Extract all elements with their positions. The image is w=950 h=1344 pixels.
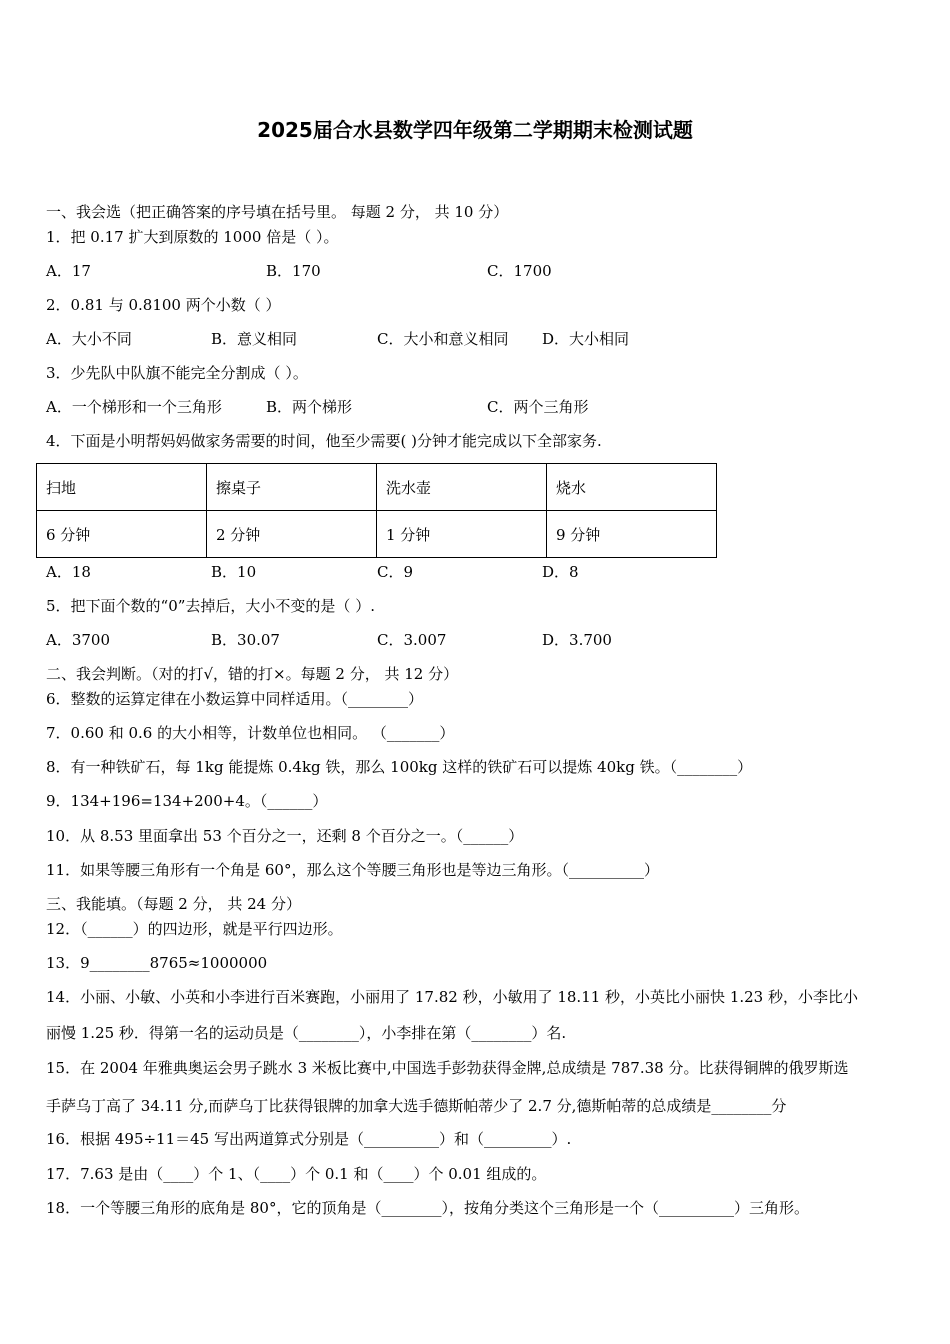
q4-option-d: D．8 [542,563,579,581]
question-14-line-2: 丽慢 1.25 秒．得第一名的运动员是（________），小李排在第（________）名. [46,1024,567,1042]
q4-option-b: B．10 [211,563,257,581]
q5-option-b: B．30.07 [211,631,280,649]
section1-heading: 一、我会选（把正确答案的序号填在括号里。 每题 2 分， 共 10 分） [46,203,509,221]
question-6: 6．整数的运算定律在小数运算中同样适用。（________） [46,690,424,708]
question-4: 4．下面是小明帮妈妈做家务需要的时间，他至少需要( )分钟才能完成以下全部家务. [46,432,602,450]
table-cell: 1 分钟 [377,511,547,558]
q2-option-a: A．大小不同 [46,330,132,348]
question-16: 16．根据 495÷11＝45 写出两道算式分别是（__________）和（_________）. [46,1130,572,1148]
table-header-cell: 烧水 [547,464,717,511]
question-7: 7．0.60 和 0.6 的大小相等，计数单位也相同。 （_______） [46,724,455,742]
question-5: 5．把下面个数的“0”去掉后，大小不变的是（ ）. [46,597,375,615]
question-14-line-1: 14．小丽、小敏、小英和小李进行百米赛跑，小丽用了 17.82 秒，小敏用了 18.11 秒，小英比小丽快 1.23 秒，小李比小 [46,988,858,1006]
q1-option-b: B．170 [266,262,321,280]
question-11: 11．如果等腰三角形有一个角是 60°，那么这个等腰三角形也是等边三角形。（__________） [46,861,659,879]
q1-option-c: C．1700 [487,262,552,280]
question-8: 8．有一种铁矿石，每 1kg 能提炼 0.4kg 铁，那么 100kg 这样的铁矿石可以提炼 40kg 铁。（________） [46,758,753,776]
question-12: 12．（______）的四边形，就是平行四边形。 [46,920,343,938]
chores-table [36,463,717,558]
q5-option-a: A．3700 [46,631,111,649]
page-title: 2025届合水县数学四年级第二学期期末检测试题 [257,118,693,142]
question-13: 13．9________8765≈1000000 [46,954,268,972]
table-row [37,511,717,558]
q3-option-b: B．两个梯形 [266,398,353,416]
q2-option-b: B．意义相同 [211,330,298,348]
section3-heading: 三、我能填。（每题 2 分， 共 24 分） [46,895,301,913]
q2-option-c: C．大小和意义相同 [377,330,509,348]
question-15-line-1: 15．在 2004 年雅典奥运会男子跳水 3 米板比赛中,中国选手彭勃获得金牌,总成绩是 787.38 分。比获得铜牌的俄罗斯选 [46,1059,849,1077]
q2-option-d: D．大小相同 [542,330,630,348]
table-header-cell: 洗水壶 [377,464,547,511]
q3-option-c: C．两个三角形 [487,398,589,416]
question-15-line-2: 手萨乌丁高了 34.11 分,而萨乌丁比获得银牌的加拿大选手德斯帕蒂少了 2.7 分,德斯帕蒂的总成绩是________分 [46,1097,787,1115]
q4-option-a: A．18 [46,563,91,581]
q4-option-c: C．9 [377,563,414,581]
table-cell: 9 分钟 [547,511,717,558]
q1-option-a: A．17 [46,262,91,280]
q3-option-a: A．一个梯形和一个三角形 [46,398,222,416]
question-3: 3．少先队中队旗不能完全分割成（ ）。 [46,364,308,382]
table-cell: 2 分钟 [207,511,377,558]
q5-option-c: C．3.007 [377,631,447,649]
q5-option-d: D．3.700 [542,631,612,649]
table-cell: 6 分钟 [37,511,207,558]
section2-heading: 二、我会判断。（对的打√，错的打×。每题 2 分， 共 12 分） [46,665,459,683]
question-17: 17．7.63 是由（____）个 1、（____）个 0.1 和（____）个 0.01 组成的。 [46,1165,547,1183]
question-1: 1．把 0.17 扩大到原数的 1000 倍是（ ）。 [46,228,339,246]
question-10: 10．从 8.53 里面拿出 53 个百分之一，还剩 8 个百分之一。（______） [46,827,524,845]
table-header-cell: 扫地 [37,464,207,511]
question-9: 9．134+196=134+200+4。（______） [46,792,328,810]
question-2: 2．0.81 与 0.8100 两个小数（ ） [46,296,281,314]
table-row [37,464,717,511]
table-header-cell: 擦桌子 [207,464,377,511]
question-18: 18．一个等腰三角形的底角是 80°，它的顶角是（________），按角分类这个三角形是一个（__________）三角形。 [46,1199,809,1217]
